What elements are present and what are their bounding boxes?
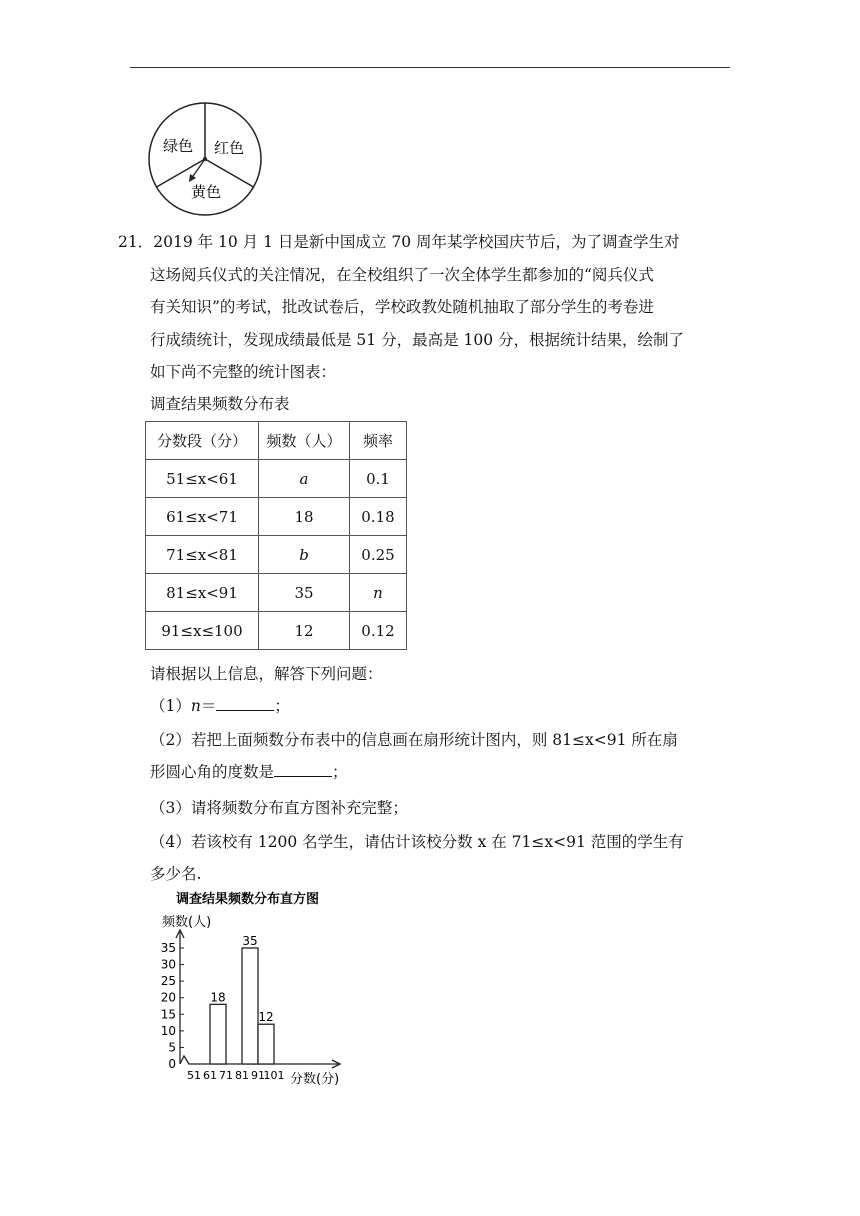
cell-freq-var: n [373, 583, 383, 602]
question-line: 行成绩统计，发现成绩最低是 51 分，最高是 100 分，根据统计结果，绘制了 [150, 330, 685, 349]
subq2-end: ； [332, 763, 348, 781]
cell-count: 35 [259, 574, 350, 612]
cell-count-var: a [299, 469, 309, 488]
subquestion-2 [150, 724, 740, 788]
cell-count [259, 536, 350, 574]
x-tick-label: 61 [203, 1069, 217, 1082]
x-tick-label: 81 [235, 1069, 249, 1082]
question-line: 如下尚不完整的统计图表： [150, 363, 337, 381]
question-line: 这场阅兵仪式的关注情况，在全校组织了一次全体学生都参加的“阅兵仪式 [150, 265, 654, 284]
cell-count: 18 [259, 498, 350, 536]
cell-count: 12 [259, 612, 350, 650]
y-tick-label: 5 [168, 1040, 176, 1055]
table-caption: 调查结果频数分布表 [150, 395, 290, 413]
y-tick-label: 15 [160, 1007, 176, 1022]
y-tick-label: 35 [160, 941, 176, 955]
answer-blank[interactable] [274, 760, 332, 777]
subq1-prefix: （1） [150, 697, 191, 715]
histogram-chart [150, 888, 360, 1088]
subq4-line2: 多少名. [150, 865, 202, 883]
x-axis-break [180, 1056, 194, 1064]
subquestion-4 [150, 826, 740, 890]
subq2-text: 形圆心角的度数是 [150, 763, 275, 781]
cell-range: 51≤x<61 [146, 460, 259, 498]
y-tick-label: 30 [160, 957, 176, 972]
cell-range: 81≤x<91 [146, 574, 259, 612]
subq2-line1: （2）若把上面频数分布表中的信息画在扇形统计图内，则 81≤x<91 所在扇 [150, 731, 678, 749]
subq4-line1: （4）若该校有 1200 名学生，请估计该校分数 x 在 71≤x<91 范围的学生有 [150, 833, 684, 851]
cell-freq: 0.18 [350, 498, 407, 536]
cell-freq [350, 574, 407, 612]
table-row [146, 612, 407, 650]
y-tick-label: 0 [168, 1057, 176, 1071]
x-tick-group [187, 1069, 285, 1082]
histogram-bar [242, 948, 258, 1064]
bar-data-label: 35 [242, 934, 258, 948]
cell-range: 61≤x<71 [146, 498, 259, 536]
cell-count [259, 460, 350, 498]
subquestion-1 [150, 690, 740, 722]
bar-data-label: 18 [210, 990, 226, 1005]
cell-freq: 0.12 [350, 612, 407, 650]
bar-data-label: 12 [258, 1010, 274, 1025]
frequency-table [145, 421, 407, 650]
chart-title: 调查结果频数分布直方图 [176, 892, 320, 907]
x-tick-label: 101 [263, 1069, 285, 1082]
cell-freq: 0.25 [350, 536, 407, 574]
header-freq: 频率 [350, 422, 407, 460]
bar-group [210, 934, 274, 1064]
table-row [146, 460, 407, 498]
subq2-line2 [150, 756, 740, 788]
question-line: 有关知识”的考试，批改试卷后，学校政教处随机抽取了部分学生的考卷进 [150, 298, 654, 316]
table-row [146, 498, 407, 536]
x-tick-label: 91 [251, 1069, 265, 1082]
y-axis-label: 频数(人) [162, 915, 212, 930]
question-number: 21． [118, 233, 154, 251]
histogram-bar [210, 1004, 226, 1064]
x-tick-label: 71 [219, 1069, 233, 1082]
header-count: 频数（人） [259, 422, 350, 460]
table-row [146, 536, 407, 574]
cell-freq: 0.1 [350, 460, 407, 498]
table-row [146, 574, 407, 612]
spinner-pointer [191, 159, 205, 179]
histogram-bar [258, 1024, 274, 1064]
sector-label-red: 红色 [214, 139, 245, 157]
question-21 [118, 226, 738, 389]
y-tick-label: 25 [160, 974, 176, 989]
header-rule [130, 67, 730, 68]
y-tick-label: 20 [160, 990, 176, 1005]
sector-label-yellow: 黄色 [191, 183, 222, 201]
cell-range: 91≤x≤100 [146, 612, 259, 650]
sector-label-green: 绿色 [163, 137, 194, 155]
header-range: 分数段（分） [146, 422, 259, 460]
subq1-var: n [190, 697, 201, 715]
subquestion-intro: 请根据以上信息，解答下列问题： [150, 665, 383, 683]
question-line: 2019 年 10 月 1 日是新中国成立 70 周年某学校国庆节后，为了调查学生对 [153, 233, 680, 251]
x-axis-label: 分数(分) [290, 1072, 340, 1087]
subq1-end: ； [274, 697, 290, 715]
spinner-arrow-icon [189, 174, 196, 182]
y-tick-label: 10 [160, 1023, 176, 1038]
cell-count-var: b [299, 545, 309, 564]
x-tick-label: 51 [187, 1069, 201, 1082]
subq1-eq: ＝ [200, 697, 217, 715]
spinner-diagram [147, 101, 263, 217]
table-header-row [146, 422, 407, 460]
subquestion-3: （3）请将频数分布直方图补充完整； [150, 799, 408, 817]
answer-blank[interactable] [216, 694, 274, 711]
cell-range: 71≤x<81 [146, 536, 259, 574]
